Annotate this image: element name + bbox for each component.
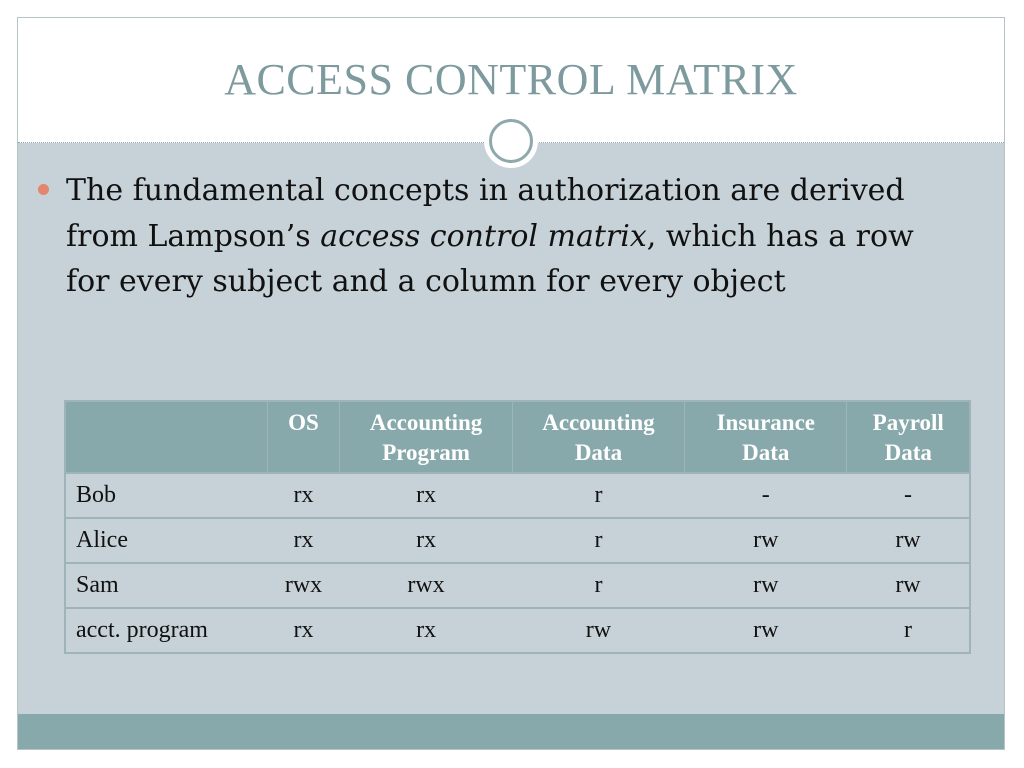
table-cell: - xyxy=(685,473,847,518)
circle-ornament-icon xyxy=(484,114,538,168)
ring-icon xyxy=(489,119,533,163)
slide-title: ACCESS CONTROL MATRIX xyxy=(224,55,798,104)
table-cell: rw xyxy=(847,563,970,608)
bullet-dot-icon xyxy=(38,184,49,195)
table-cell: rwx xyxy=(340,563,512,608)
header-insurance-data: Insurance Data xyxy=(685,401,847,473)
table-cell: rw xyxy=(685,518,847,563)
table-cell: rw xyxy=(512,608,684,653)
access-control-matrix-table xyxy=(64,400,971,654)
table-cell: rx xyxy=(267,518,340,563)
table-cell: r xyxy=(847,608,970,653)
table-cell: rw xyxy=(685,608,847,653)
table-cell: rw xyxy=(685,563,847,608)
row-subject: Sam xyxy=(65,563,267,608)
table-cell: rx xyxy=(267,473,340,518)
table-cell: rwx xyxy=(267,563,340,608)
footer-bar xyxy=(18,714,1004,749)
slide xyxy=(17,17,1005,750)
row-subject: Bob xyxy=(65,473,267,518)
table-cell: r xyxy=(512,473,684,518)
row-subject: Alice xyxy=(65,518,267,563)
bullet-text-start: The fundamental concepts in authorization are derived from Lampson’s xyxy=(66,173,905,254)
header-accounting-data: Accounting Data xyxy=(512,401,684,473)
table-header-row xyxy=(65,401,970,473)
header-accounting-program: Accounting Program xyxy=(340,401,512,473)
table-row xyxy=(65,473,970,518)
table-cell: rx xyxy=(340,608,512,653)
table-cell: r xyxy=(512,563,684,608)
header-os: OS xyxy=(267,401,340,473)
table-row xyxy=(65,608,970,653)
bullet-text xyxy=(66,168,946,305)
bullet-text-emphasis: access control matrix xyxy=(320,218,647,254)
table-cell: r xyxy=(512,518,684,563)
table-row xyxy=(65,563,970,608)
table-cell: rx xyxy=(340,518,512,563)
table-cell: - xyxy=(847,473,970,518)
table-cell: rx xyxy=(267,608,340,653)
table-cell: rw xyxy=(847,518,970,563)
header-subject xyxy=(65,401,267,473)
table-row xyxy=(65,518,970,563)
table-cell: rx xyxy=(340,473,512,518)
header-payroll-data: Payroll Data xyxy=(847,401,970,473)
row-subject: acct. program xyxy=(65,608,267,653)
bullet-text-end: , which has a row for every subject and a column for every object xyxy=(66,218,914,299)
